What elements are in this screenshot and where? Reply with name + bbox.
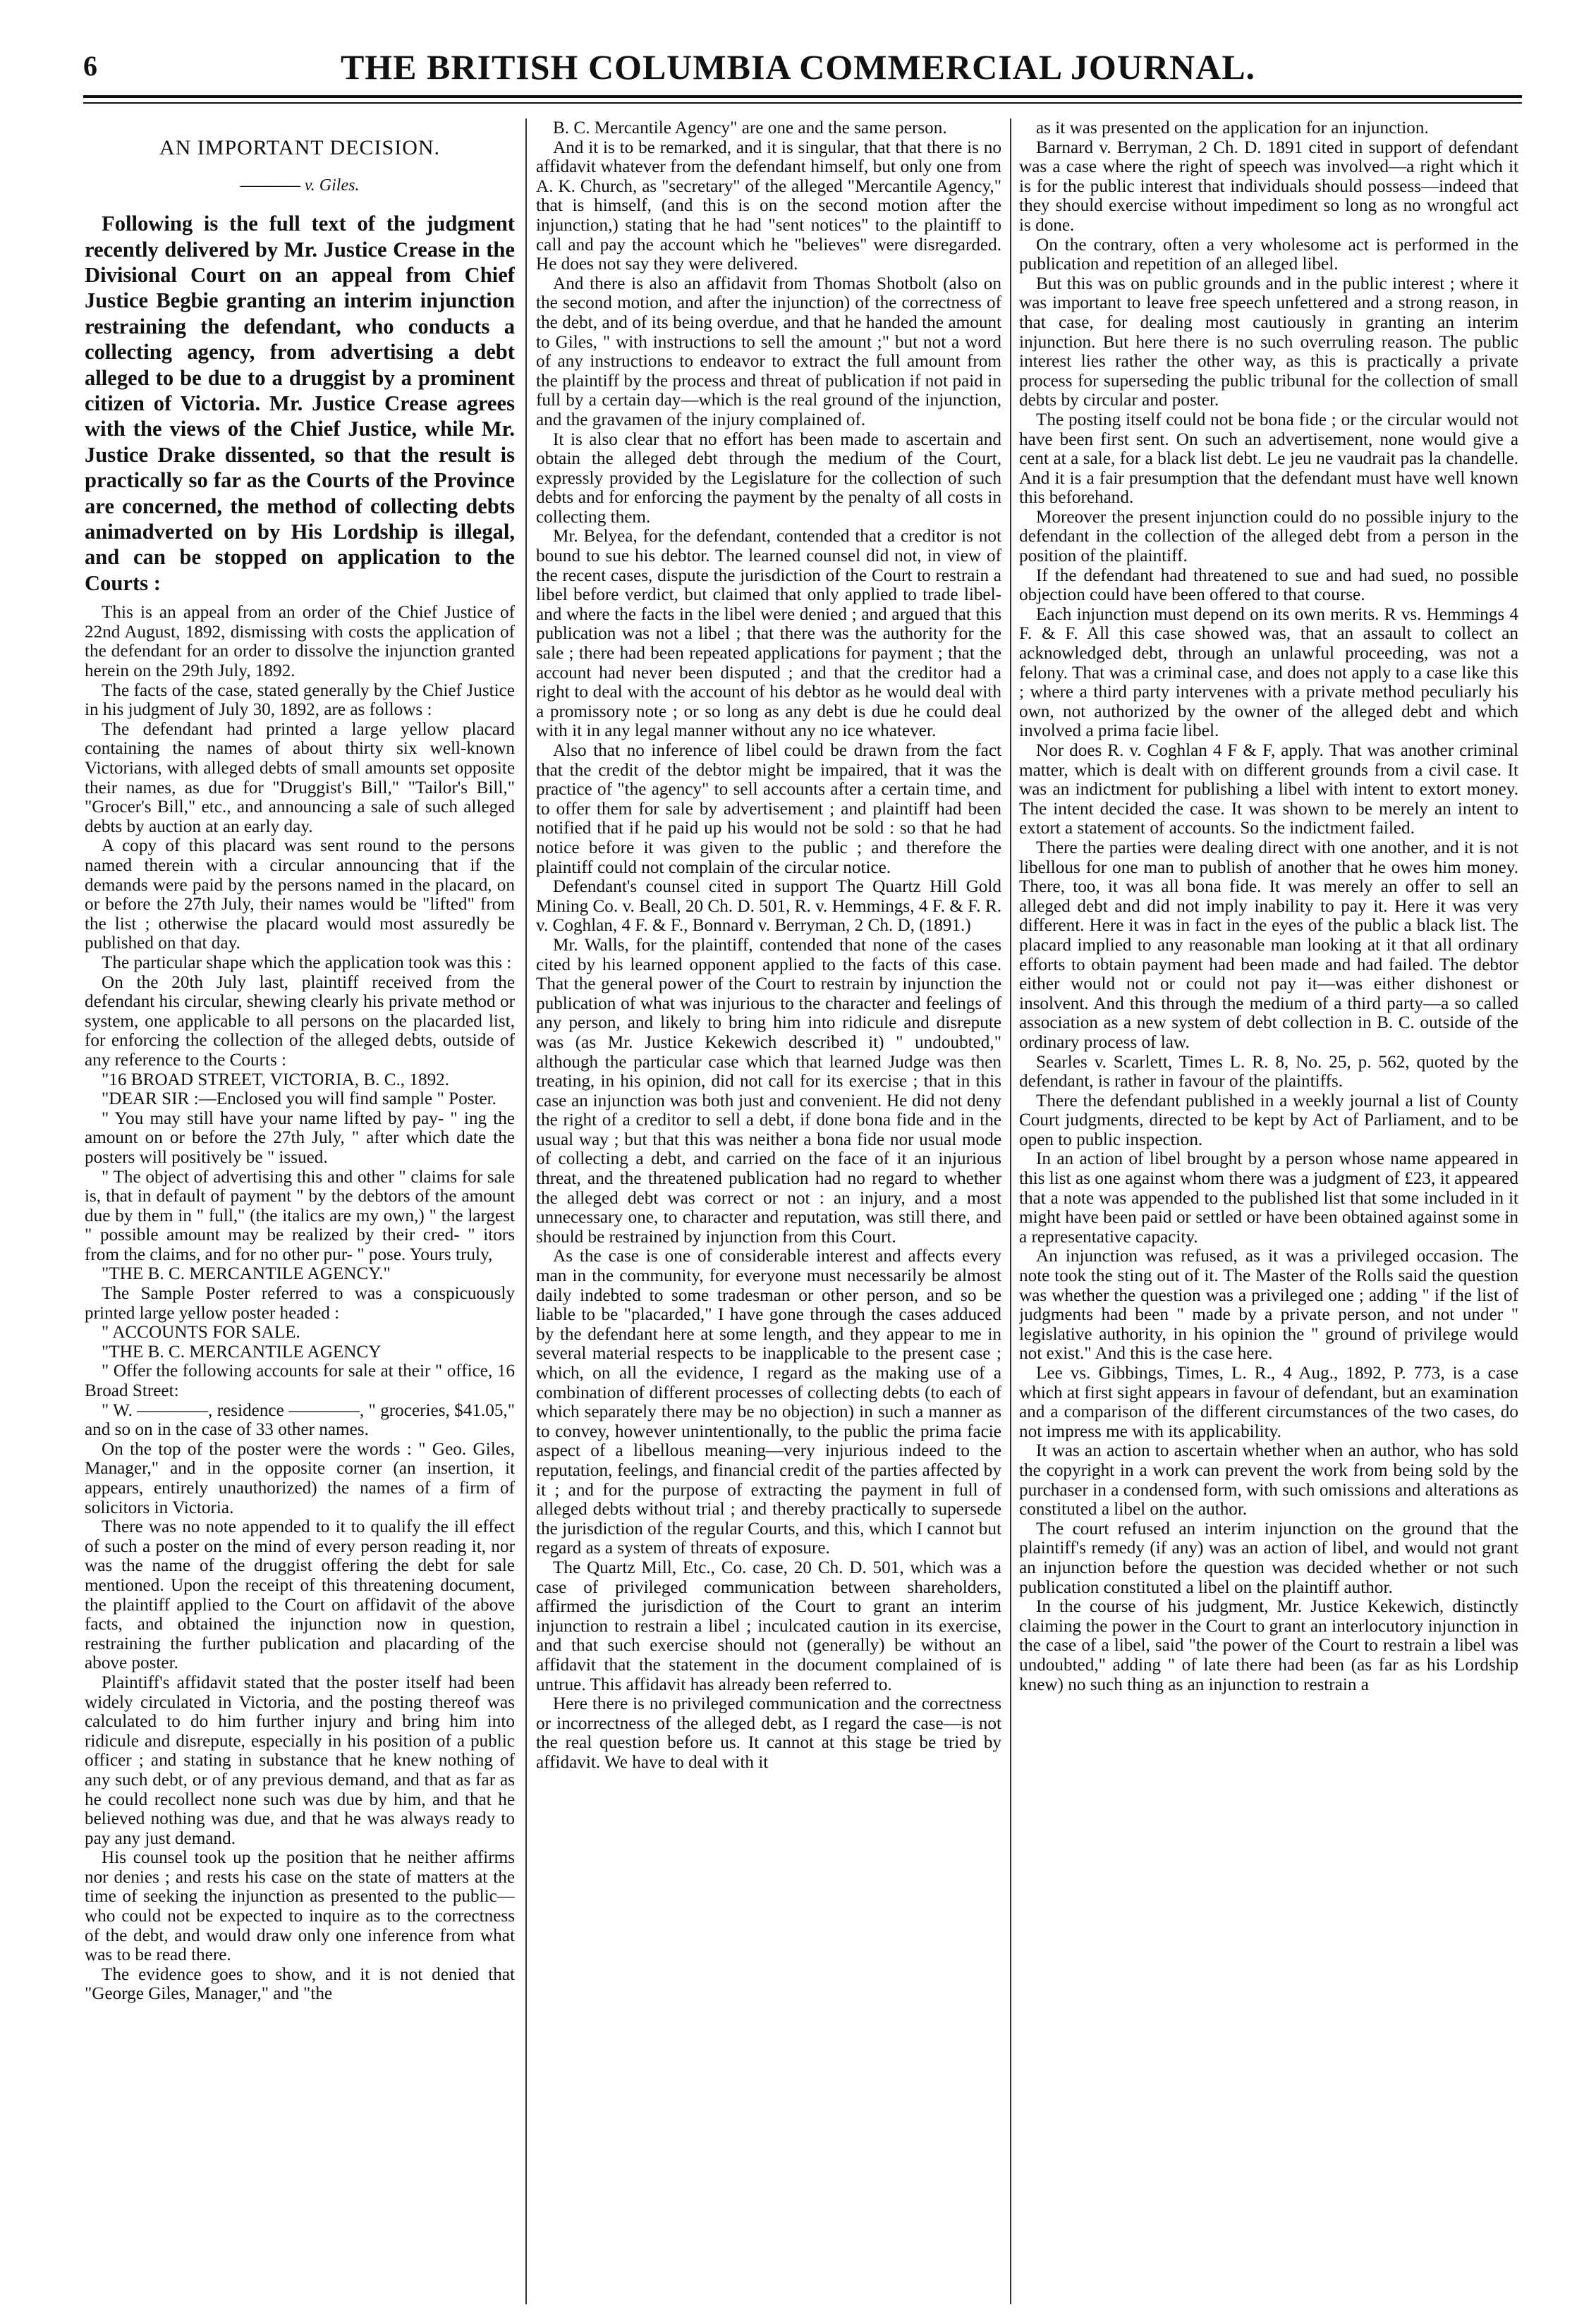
article-paragraph: Each injunction must depend on its own merits. R vs. Hemmings 4 F. & F. All this case showed was, that an assault to collect an acknowledged debt, through an unlawful proceeding, was not a felony. That was a criminal case, and does not apply to a case like this ; where a third party intervenes with a private method peculiarly his own, not authorized by the owner of the alleged debt and which involved a prima facie libel. [1019, 604, 1518, 741]
article-paragraph: On the top of the poster were the words : " Geo. Giles, Manager," and in the opposite corner (an insertion, it appears, entirely unauthorized) the names of a firm of solicitors in Victoria. [85, 1439, 515, 1517]
article-paragraph: Nor does R. v. Coghlan 4 F & F, apply. That was another criminal matter, which is dealt with on different grounds from a civil case. It was an indictment for publishing a libel with intent to extort money. The intent decided the case. It was shown to be merely an intent to extort a statement of accounts. So the indictment failed. [1019, 741, 1518, 838]
article-paragraph: It is also clear that no effort has been made to ascertain and obtain the alleged debt through the medium of the Court, expressly provided by the Legislature for the collection of such debts and for enforcing the payment by the penalty of all costs in collecting them. [536, 429, 1001, 527]
article-paragraph: A copy of this placard was sent round to the persons named therein with a circular announcing that if the demands were paid by the persons named in the placard, on or before the 27th July, their names would be "lifted" from the list ; otherwise the placard would most assuredly be published on that day. [85, 836, 515, 953]
article-paragraph: But this was on public grounds and in the public interest ; where it was important to leave free speech unfettered and a strong reason, in that case, for dealing most cautiously in granting an interim injunction. But here there is no such overruling reason. The public interest lies rather the other way, as this is practically a private process for superseding the public tribunal for the collection of small debts by circular and poster. [1019, 274, 1518, 410]
article-paragraph: On the 20th July last, plaintiff received from the defendant his circular, shewing clearly his private method or system, one applicable to all persons on the placarded list, for enforcing the collection of the alleged debts, outside of any reference to the Courts : [85, 972, 515, 1070]
article-paragraph: "16 BROAD STREET, VICTORIA, B. C., 1892. [102, 1070, 450, 1089]
article-paragraph: Plaintiff's affidavit stated that the poster itself had been widely circulated in Victoria, and the posting thereof was calculated to do him further injury and bring him into ridicule and disrepute, especially in his position of a public officer ; and stating in substance that he knew nothing of any such debt, or of any previous demand, and that as far as he could recollect none such was due by him, and that he believed nothing was due, and that he was always ready to pay any just demand. [85, 1672, 515, 1848]
article-paragraph: Barnard v. Berryman, 2 Ch. D. 1891 cited in support of defendant was a case where the right of speech was involved—a right which it is for the public interest that individuals should possess—indeed that they should exercise without impediment so long as no wrongful act is done. [1019, 137, 1518, 235]
column-3-body [1019, 118, 1518, 1694]
article-paragraph: " You may still have your name lifted by pay- " ing the amount on or before the 27th July, " after which date the posters will positively be " issued. [85, 1108, 515, 1167]
article-paragraph: The defendant had printed a large yellow placard containing the names of about thirty six well-known Victorians, with alleged debts of small amounts set opposite their names, as due for "Druggist's Bill," "Tailor's Bill," "Grocer's Bill," etc., and announcing a sale of such alleged debts by auction at an early day. [85, 719, 515, 836]
masthead-rule [83, 95, 1522, 98]
article-paragraph: And there is also an affidavit from Thomas Shotbolt (also on the second motion, and after the injunction) of the correctness of the debt, and of its being overdue, and that he handed the amount to Giles, " with instructions to sell the amount ;" but not a word of any instructions to endeavor to extract the full amount from the plaintiff by the process and threat of publication if not paid in full by a certain day—which is the real ground of the injunction, and the gravamen of the injury complained of. [536, 274, 1001, 429]
article-paragraph: The Sample Poster referred to was a conspicuously printed large yellow poster headed : [85, 1284, 515, 1323]
article-paragraph: There was no note appended to it to qualify the ill effect of such a poster on the mind of every person reading it, nor was the name of the druggist offering the debt for sale mentioned. Upon the receipt of this threatening document, the plaintiff applied to the Court on affidavit of the above facts, and obtained the injunction now in question, restraining the further publication and placarding of the above poster. [85, 1517, 515, 1673]
column-3 [1019, 118, 1518, 2297]
article-paragraph: " The object of advertising this and other " claims for sale is, that in default of payment " by the debtors of the amount due by them in " full," (the italics are my own,) " the largest " possible amount may be realized by their cred- " itors from the claims, and for no other pur- " pose. Yours truly, [85, 1167, 515, 1264]
article-paragraph: Defendant's counsel cited in support The Quartz Hill Gold Mining Co. v. Beall, 20 Ch. D. 501, R. v. Hemmings, 4 F. & F. R. v. Coghlan, 4 F. & F., Bonnard v. Berryman, 2 Ch. D, (1891.) [536, 877, 1001, 936]
column-1-body [85, 603, 515, 2004]
article-paragraph: This is an appeal from an order of the Chief Justice of 22nd August, 1892, dismissing with costs the application of the defendant for an order to dissolve the injunction granted herein on the 29th July, 1892. [85, 603, 515, 681]
article-paragraph: "THE B. C. MERCANTILE AGENCY [102, 1342, 382, 1362]
article-paragraph: Lee vs. Gibbings, Times, L. R., 4 Aug., 1892, P. 773, is a case which at first sight appears in favour of defendant, but an examination and a comparison of the different circumstances of the two cases, do not impress me with its applicability. [1019, 1364, 1518, 1441]
article-paragraph: The Quartz Mill, Etc., Co. case, 20 Ch. D. 501, which was a case of privileged communication between shareholders, affirmed the jurisdiction of the Court to grant an interim injunction to restrain a libel ; inculcated caution in its exercise, and that such exercise should not (generally) be without an affidavit that the statement in the document complained of is untrue. This affidavit has already been referred to. [536, 1558, 1001, 1694]
article-paragraph: B. C. Mercantile Agency" are one and the same person. [553, 118, 947, 137]
article-paragraph: The posting itself could not be bona fide ; or the circular would not have been first sent. On such an advertisement, none would give a cent at a sale, for a black list debt. Le jeu ne vaudrait pas la chandelle. And it is a fair presumption that the defendant must have well known this beforehand. [1019, 410, 1518, 508]
article-paragraph: The court refused an interim injunction on the ground that the plaintiff's remedy (if any) was an action of libel, and would not grant an injunction before the question was decided whether or not such publication constituted a libel on the plaintiff author. [1019, 1519, 1518, 1597]
masthead-rule-thin [83, 102, 1522, 104]
article-headline: AN IMPORTANT DECISION. [159, 136, 441, 159]
article-paragraph: The particular shape which the application took was this : [102, 953, 512, 972]
column-divider-2 [1010, 118, 1011, 2304]
article-paragraph: As the case is one of considerable interest and affects every man in the community, for everyone must necessarily be almost daily indebted to some tradesman or other person, and so be liable to be "placarded," I have gone through the cases adduced by the defendant here at some length, and they appear to me in several material respects to be inapplicable to the present case ; which, on all the evidence, I regard as the making use of a combination of different processes of collecting debts (to each of which separately there may be no objection) in such a manner as to convey, however unintentionally, to the public the prima facie aspect of a libellous meaning—very injurious indeed to the reputation, feelings, and financial credit of the parties affected by it ; and for the purpose of extracting the payment in full of alleged debts without trial ; and thereby practically to supersede the jurisdiction of the regular Courts, and this, which I cannot but regard as a system of threats of exposure. [536, 1247, 1001, 1558]
masthead: THE BRITISH COLUMBIA COMMERCIAL JOURNAL. [340, 47, 1256, 87]
article-paragraph: as it was presented on the application for an injunction. [1036, 118, 1429, 137]
article-paragraph: In the course of his judgment, Mr. Justice Kekewich, distinctly claiming the power in the Court to grant an interlocutory injunction in the case of a libel, said "the power of the Court to restrain a libel was undoubted," adding " of late there had been (as far as his Lordship knew) no such thing as an injunction to restrain a [1019, 1597, 1518, 1694]
article-paragraph: It was an action to ascertain whether when an author, who has sold the copyright in a work can prevent the work from being sold by the purchaser in a condensed form, with such omissions and alterations as constituted a libel on the author. [1019, 1441, 1518, 1519]
article-paragraph: " W. ————, residence ————, " groceries, $41.05," and so on in the case of 33 other names. [85, 1400, 515, 1440]
article-paragraph: Mr. Belyea, for the defendant, contended that a creditor is not bound to sue his debtor. The learned counsel did not, in view of the recent cases, dispute the jurisdiction of the Court to restrain a libel before verdict, but claimed that only applied to trade libel- and where the facts in the libel were denied ; and argued that this publication was not a libel ; that there was the authority for the sale ; there had been repeated applications for payment ; that the account had never been disputed ; and that the creditor had a right to deal with the account of his debtor as he would deal with a promissory note ; or so long as any debt is due he could deal with it in any legal manner without any no ice whatever. [536, 527, 1001, 741]
article-byline: ———— v. Giles. [240, 176, 360, 195]
article-paragraph: The evidence goes to show, and it is not denied that "George Giles, Manager," and "the [85, 1964, 515, 2004]
article-paragraph: Mr. Walls, for the plaintiff, contended that none of the cases cited by his learned opponent applied to the facts of this case. That the general power of the Court to restrain by injunction the publication of what was injurious to the character and feelings of any person, and likely to bring him into ridicule and disrepute was (as Mr. Justice Kekewich described it) " undoubted," although the particular case which that learned Judge was then treating, in his opinion, did not call for its exercise ; that in this case an injunction was both just and convenient. He did not deny the right of a creditor to sell a debt, if done bona fide and in the usual way ; but that this was neither a bona fide nor usual mode of collecting a debt, and carried on the face of it an injurious threat, and the threatened publication had no regard to whether the alleged debt was correct or not : an injury, and a most unnecessary one, to character and reputation, was still there, and should be restrained by injunction from this Court. [536, 935, 1001, 1247]
article-paragraph: "DEAR SIR :—Enclosed you will find sample " Poster. [102, 1089, 497, 1109]
article-paragraph: There the parties were dealing direct with one another, and it is not libellous for one man to publish of another that he owes him money. There, too, it was all bona fide. It was merely an offer to sell an alleged debt and did not imply inability to pay it. Here it was very different. Here it was in fact in the eyes of the public a black list. The placard implied to any reasonable man looking at it that all ordinary efforts to obtain payment had been made and had failed. The debtor either would not or could not pay it—was either dishonest or insolvent. And this through the medium of a third party—a so called association as a new system of debt collection in B. C. outside of the ordinary process of law. [1019, 838, 1518, 1052]
article-paragraph: "THE B. C. MERCANTILE AGENCY." [102, 1264, 391, 1284]
article-paragraph: Searles v. Scarlett, Times L. R. 8, No. 25, p. 562, quoted by the defendant, is rather in favour of the plaintiffs. [1019, 1052, 1518, 1091]
intro-paragraph: Following is the full text of the judgment recently delivered by Mr. Justice Crease in the Divisional Court on an appeal from Chief Justice Begbie granting an interim injunction restraining the defendant, who conducts a collecting agency, from advertising a debt alleged to be due to a druggist by a prominent citizen of Victoria. Mr. Justice Crease agrees with the views of the Chief Justice, while Mr. Justice Drake dissented, so that the result is practically so far as the Courts of the Province are concerned, the method of collecting debts animadverted on by His Lordship is illegal, and can be stopped on application to the Courts : [85, 212, 515, 595]
article-paragraph: If the defendant had threatened to sue and had sued, no possible objection could have been offered to that course. [1019, 565, 1518, 605]
article-paragraph: There the defendant published in a weekly journal a list of County Court judgments, directed to be kept by Act of Parliament, and to be open to public inspection. [1019, 1091, 1518, 1149]
article-paragraph: In an action of libel brought by a person whose name appeared in this list as one against whom there was a judgment of £23, it appeared that a note was appended to the published list that some included in it might have been paid or settled or have been obtained against some in a representative capacity. [1019, 1149, 1518, 1247]
article-paragraph: Moreover the present injunction could do no possible injury to the defendant in the collection of the alleged debt from a person in the position of the plaintiff. [1019, 507, 1518, 566]
article-paragraph: An injunction was refused, as it was a privileged occasion. The note took the sting out of it. The Master of the Rolls said the question was whether the question was a privileged one ; adding " if the list of judgments had been " made by a private person, and not under " legislative authority, in his opinion the " ground of privilege would not exist." And this is the case here. [1019, 1247, 1518, 1364]
page-number: 6 [83, 50, 97, 82]
article-paragraph: " ACCOUNTS FOR SALE. [102, 1323, 300, 1343]
article-paragraph: " Offer the following accounts for sale at their " office, 16 Broad Street: [85, 1362, 515, 1401]
article-paragraph: Also that no inference of libel could be drawn from the fact that the credit of the debtor might be impaired, that it was the practice of "the agency" to sell accounts after a certain time, and to offer them for sale by advertisement ; and plaintiff had been notified that if he paid up his would not be sold : so that he had notice before it was given to the public ; and therefore the plaintiff could not complain of the circular notice. [536, 741, 1001, 877]
article-paragraph: The facts of the case, stated generally by the Chief Justice in his judgment of July 30, 1892, are as follows : [85, 680, 515, 720]
column-2-body [536, 118, 1001, 1772]
article-intro [85, 211, 515, 596]
column-divider-1 [525, 118, 527, 2304]
column-2 [536, 118, 1001, 2297]
article-paragraph: His counsel took up the position that he neither affirms nor denies ; and rests his case on the state of matters at the time of seeking the injunction as presented to the public—who could not be expected to inquire as to the correctness of the debt, and would draw only one inference from what was to be read there. [85, 1848, 515, 1965]
article-paragraph: And it is to be remarked, and it is singular, that that there is no affidavit whatever from the defendant himself, but only one from A. K. Church, as "secretary" of the alleged "Mercantile Agency," that is himself, (and this is on the second motion after the injunction,) stating that he had "sent notices" to the plaintiff to call and pay the account which he "believes" were disregarded. He does not say they were delivered. [536, 137, 1001, 274]
article-paragraph: On the contrary, often a very wholesome act is performed in the publication and repetition of an alleged libel. [1019, 235, 1518, 274]
column-1 [85, 118, 515, 2297]
article-paragraph: Here there is no privileged communication and the correctness or incorrectness of the alleged debt, as I regard the case—is not the real question before us. It cannot at this stage be tried by affidavit. We have to deal with it [536, 1694, 1001, 1772]
